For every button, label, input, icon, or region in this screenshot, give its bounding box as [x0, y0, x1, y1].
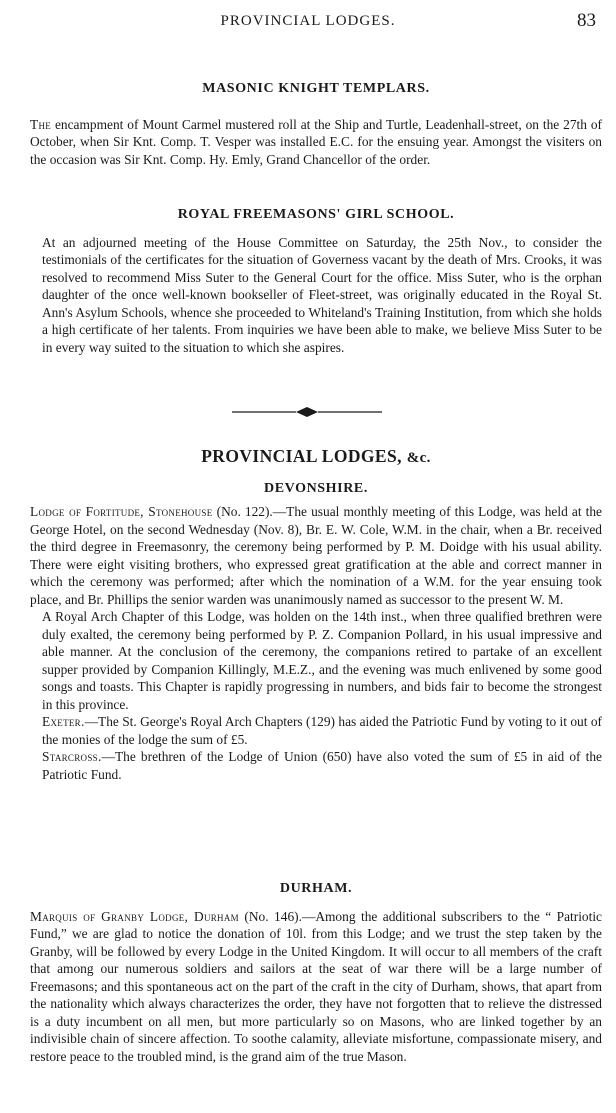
section-durham	[30, 880, 602, 1065]
heading-main: PROVINCIAL LODGES,	[201, 446, 407, 466]
section-heading: MASONIC KNIGHT TEMPLARS.	[202, 81, 430, 96]
ornamental-divider	[232, 404, 382, 420]
subheading-durham: DURHAM.	[279, 881, 353, 896]
article-paragraph	[30, 908, 602, 1066]
article-paragraph	[30, 713, 602, 748]
place-name: Starcross.	[42, 749, 102, 764]
heading-suffix: &c.	[406, 450, 431, 466]
lead-words: The	[30, 116, 52, 132]
running-header	[0, 10, 616, 34]
lodge-name: Lodge of Fortitude, Stonehouse	[30, 504, 213, 519]
section-heading	[30, 448, 602, 468]
paragraph-text: (No. 122).—The usual monthly meeting of this Lodge, was held at the George Hotel, on the second Wednesday (Nov. 8), Br. E. W. Cole, W.M. in the chair, when a Br. received the third degree in Freemasonry, the ceremony being performed by P. M. Doidge with his usual ability. There were eight visiting brothers, who expressed great gratification at the able and correct manner in which the ceremony was performed; after which the nomination of a W.M. for the year ensuing took place, and Br. Phillips the senior warden was unanimously named as successor to the present W. M.	[30, 504, 602, 607]
section-knight-templars	[30, 80, 602, 168]
subheading-devonshire: DEVONSHIRE.	[264, 480, 368, 496]
paragraph-text: —The St. George's Royal Arch Chapters (129) has aided the Patriotic Fund by voting to it out of the monies of the lodge the sum of £5.	[42, 714, 602, 747]
lodge-name: Marquis of Granby Lodge, Durham	[30, 908, 239, 924]
page-number: 83	[577, 10, 596, 31]
paragraph-text: (No. 146).—Among the additional subscribers to the “ Patriotic Fund,” we are glad to notice the donation of 10l. from this Lodge; and we trust the step taken by the Granby, will be followed by every Lodge in the United Kingdom. It will occur to all members of the craft that among our numerous soldiers and sailors at the seat of war there will be a large number of Freemasons; and this spontaneous act on the part of the craft in the city of Durham, shows, that apart from the nationality which always characterizes the order, they have not forgotten that to relieve the distressed is a duty incumbent on all men, but more particularly so on Masons, who are linked together by an indivisible chain of sincere affection. To soothe calamity, alleviate misfortune, compassionate misery, and restore peace to the troubled mind, is the grand aim of the true Mason.	[30, 908, 603, 1064]
running-title: PROVINCIAL LODGES.	[220, 13, 396, 29]
section-girl-school	[30, 206, 602, 356]
article-paragraph	[30, 116, 602, 169]
article-paragraph	[30, 748, 602, 783]
article-paragraph	[30, 503, 602, 608]
paragraph-text: encampment of Mount Carmel mustered roll at the Ship and Turtle, Leadenhall-street, on the 27th of October, when Sir Knt. Comp. T. Vesper was installed E.C. for the ensuing year. Amongst the visiters on the occasion was Sir Knt. Comp. Hy. Emly, Grand Chancellor of the order.	[30, 116, 602, 167]
place-name: Exeter.	[42, 714, 85, 729]
paragraph-text: —The brethren of the Lodge of Union (650) have also voted the sum of £5 in aid of the Patriotic Fund.	[42, 749, 602, 782]
section-provincial-lodges	[30, 448, 602, 783]
section-heading: ROYAL FREEMASONS' GIRL SCHOOL.	[177, 207, 455, 222]
article-paragraph: A Royal Arch Chapter of this Lodge, was holden on the 14th inst., when three qualified brethren were duly exalted, the ceremony being performed by P. Z. Companion Pollard, in his usual impressive and able manner. At the conclusion of the ceremony, the companions retired to partake of an excellent supper provided by Companion Killingly, M.E.Z., and the evening was much enlivened by some good songs and toasts. This Chapter is rapidly progressing in numbers, and bids fair to become the strongest in this province.	[42, 609, 602, 712]
article-paragraph: At an adjourned meeting of the House Committee on Saturday, the 25th Nov., to consider the testimonials of the certificates for the situation of Governess vacant by the death of Mrs. Crooks, it was resolved to recommend Miss Suter to the General Court for the office. Miss Suter, who is the orphan daughter of the once well-known bookseller of Fleet-street, was originally educated in the Royal St. Ann's Asylum Schools, whence she proceeded to Whiteland's Training Institution, from which she holds a high certificate of her talents. From inquiries we have been able to make, we believe Miss Suter to be in every way suited to the situation to which she aspires.	[42, 234, 602, 355]
